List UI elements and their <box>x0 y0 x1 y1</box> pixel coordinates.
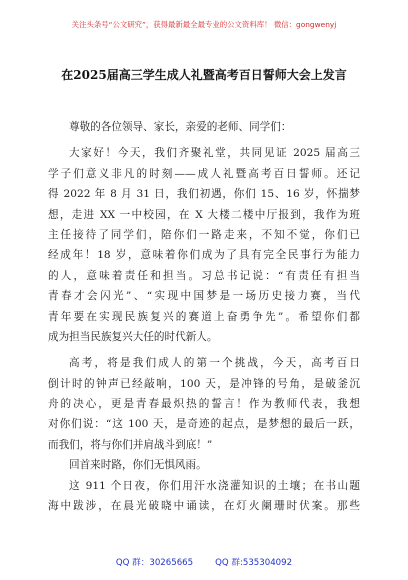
text-line: 而我们，将与你们并肩战斗到底！” <box>48 438 213 451</box>
paragraph-1 <box>48 143 360 347</box>
text-line: 青年要在实现民族复兴的赛道上奋勇争先”。希望你们都 <box>48 310 360 323</box>
paragraph-4 <box>48 476 360 517</box>
document-body <box>48 117 360 516</box>
text-line: 想，走进 XX 一中校园，在 X 大楼二楼中厅报到，我作为班 <box>48 208 360 221</box>
salutation: 尊敬的各位领导、家长，亲爱的老师、同学们： <box>69 121 292 133</box>
text-line: 学子们意义非凡的时刻——成人礼暨高考百日誓师。还记 <box>48 167 360 180</box>
paragraph-3: 回首来时路，你们无惧风雨。 <box>69 459 207 472</box>
footer-qq-group-2: QQ 群:535304092 <box>215 558 293 568</box>
footer-banner <box>0 557 408 569</box>
text-line: 大家好！今天，我们齐聚礼堂，共同见证 2025 届高三 <box>69 147 360 160</box>
paragraph-2 <box>48 353 360 455</box>
text-line: 舟的决心，更是青春最炽热的誓言！作为教师代表，我想 <box>48 398 360 411</box>
text-line: 对你们说：“这 100 天，是奇迹的起点，是梦想的最后一跃， <box>48 418 360 431</box>
text-line: 海中跋涉，在晨光破晓中诵读，在灯火阑珊时伏案。那些 <box>48 500 360 513</box>
text-line: 高考，将是我们成人的第一个挑战，今天，高考百日 <box>69 357 360 370</box>
footer-qq-group-1: QQ 群：30265665 <box>115 558 194 568</box>
text-line: 青春才会闪光”、“实现中国梦是一场历史接力赛，当代 <box>48 290 360 303</box>
text-line: 主任接待了同学们，陪你们一路走来，不知不觉，你们已 <box>48 228 360 241</box>
text-line: 的人，意味着责任和担当。习总书记说：“有责任有担当 <box>48 269 360 282</box>
text-line: 成为担当民族复兴大任的时代新人。 <box>48 330 218 343</box>
text-line: 这 911 个日夜，你们用汗水浇灌知识的土壤；在书山题 <box>69 479 360 492</box>
text-line: 倒计时的钟声已经敲响，100 天，是冲锋的号角，是破釜沉 <box>48 377 360 390</box>
header-banner: 关注头条号“公文研究”，获得最新最全最专业的公文资料库！ 微信：gongwenyj <box>71 20 337 29</box>
document-title: 在2025届高三学生成人礼暨高考百日誓师大会上发言 <box>61 68 347 82</box>
text-line: 经成年！18 岁，意味着你们成为了具有完全民事行为能力 <box>48 249 360 262</box>
text-line: 得 2022 年 8 月 31 日，我们初遇，你们 15、16 岁，怀揣梦 <box>48 188 360 201</box>
